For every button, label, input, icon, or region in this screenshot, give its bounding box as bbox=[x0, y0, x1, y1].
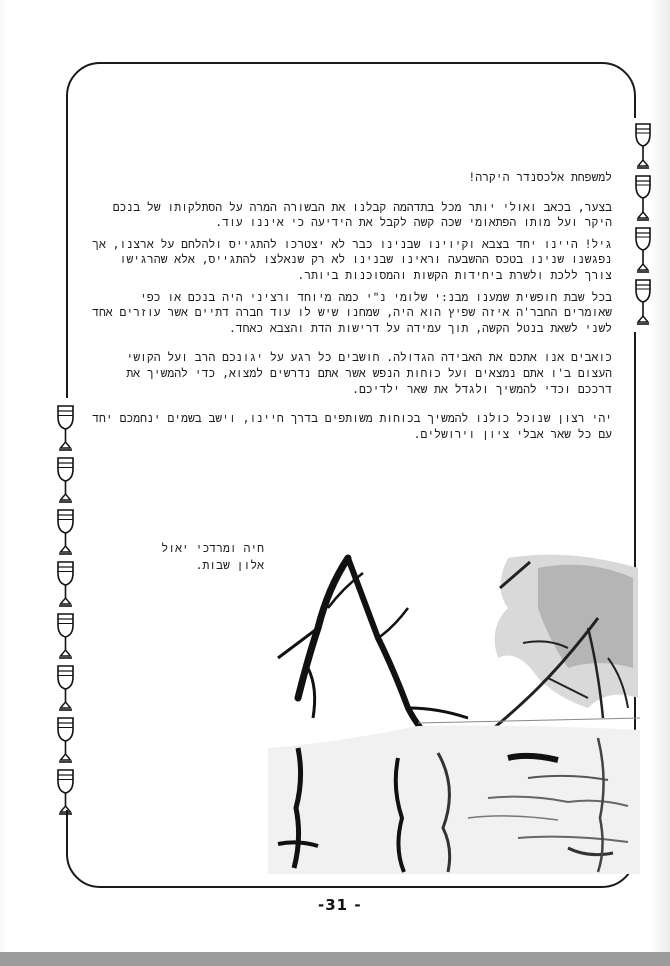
signature-place: אלון שבות. bbox=[195, 558, 264, 572]
scan-bottom-edge bbox=[0, 952, 670, 966]
letter-paragraph-3: בכל שבת חופשית שמענו מבנ:י שלומי נ"י כמה מיוחד ורציני היה בנכם או כפי שאומרים החבר'ה איזה שפיץ הוא היה, שמחנו שיש לו עוד חברה דתיים אשר עוזרים אחד לשני לשאת בנטל הקשה, תוך עמידה על דרישות הדת והצבא כאחד. bbox=[92, 289, 612, 335]
kiddush-cup-icon bbox=[58, 770, 73, 814]
letter-paragraph-4: כואבים אנו אתכם את האבידה הגדולה. חושבים כל רגע על יגונכם הרב ועל הקושי העצום ב'ו אתם נמצאים ועל כוחות הנפש אשר אתם נדרשים למצוא, כדי להמשיך את דרככם וכדי להמשיך ולגדל את שאר ילדיכם. bbox=[126, 350, 612, 396]
kiddush-cup-icon bbox=[58, 562, 73, 606]
cups-border-right bbox=[634, 122, 652, 332]
cups-border-left bbox=[56, 404, 76, 816]
kiddush-cup-icon bbox=[636, 228, 650, 272]
kiddush-cup-icon bbox=[58, 718, 73, 762]
condolence-letter bbox=[92, 170, 612, 448]
kiddush-cup-icon bbox=[58, 614, 73, 658]
kiddush-cup-icon bbox=[58, 458, 73, 502]
signature-names: חיה ומרדכי יאול bbox=[161, 541, 264, 555]
kiddush-cup-icon bbox=[636, 280, 650, 324]
kiddush-cup-icon bbox=[636, 124, 650, 168]
kiddush-cup-icon bbox=[58, 406, 73, 450]
letter-paragraph-2: גיל! היינו יחד בצבא וקיוינו שבנינו כבר לא יצטרכו להתגייס ולהלחם על ארצנו, אך נפגשנו שנינו בטכס ההשבעה וראינו שבנינו לא רק שנאלצו להתגייס, אלא שהרגישו צורך ללכת ולשרת ביחידות הקשות והמסוכנות ביותר. bbox=[92, 236, 612, 282]
letter-salutation: למשפחת אלכסנדר היקרה! bbox=[468, 170, 612, 184]
kiddush-cup-icon bbox=[58, 510, 73, 554]
kiddush-cup-icon bbox=[636, 176, 650, 220]
kiddush-cup-icon bbox=[58, 666, 73, 710]
page-number: -31 - bbox=[318, 896, 362, 914]
tree-branches-reflected-in-water-drawing bbox=[268, 548, 640, 874]
letter-signature bbox=[124, 540, 264, 574]
letter-paragraph-5: יהי רצון שנוכל כולנו להמשיך בכוחות משותפים בדרך חיינו, וישב בשמים ינחמכם יחד עם כל שאר אבלי ציון וירושלים. bbox=[92, 411, 612, 441]
letter-paragraph-1: בצער, בכאב ואולי יותר מכל בתדהמה קבלנו את הבשורה המרה על הסתלקותו של בנכם היקר ועל מותו הפתאומי שכה קשה לקבל את הידיעה כי איננו עוד. bbox=[112, 199, 612, 230]
